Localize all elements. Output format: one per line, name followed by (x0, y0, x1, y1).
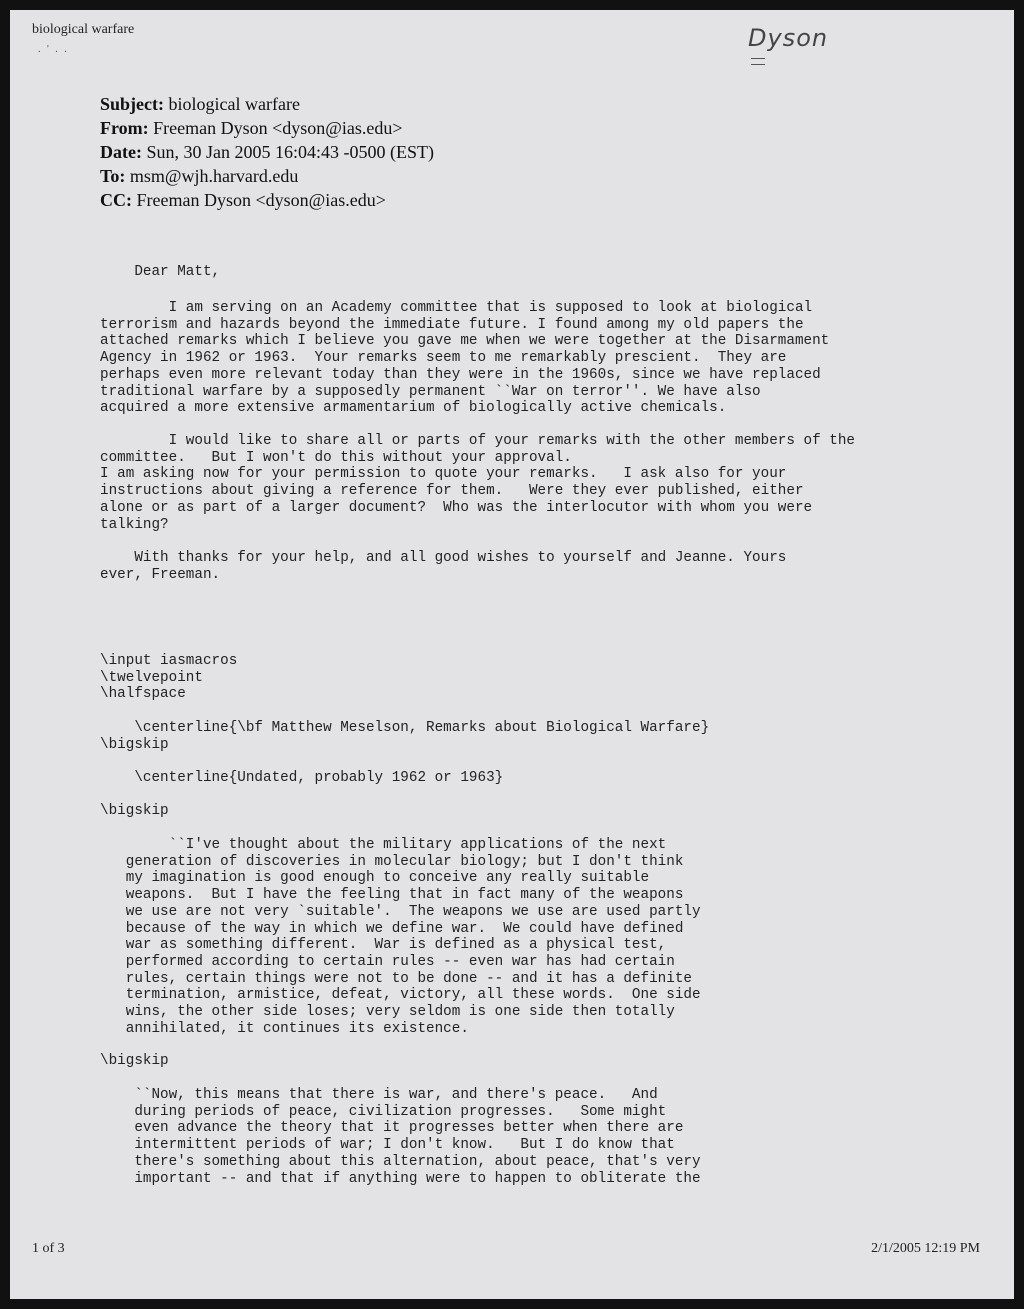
from-value: Freeman Dyson <dyson@ias.edu> (153, 118, 403, 138)
page-number: 1 of 3 (32, 1241, 65, 1256)
body-paragraph-3: With thanks for your help, and all good wishes to yourself and Jeanne. Yours ever, Freeman. (100, 550, 787, 583)
print-header-title: biological warfare (32, 22, 135, 37)
email-headers (100, 92, 434, 212)
handwritten-note: Dyson (748, 24, 829, 52)
body-paragraph-2: I would like to share all or parts of your remarks with the other members of the committee. But I won't do this without your approval. I am asking now for your permission to quote your remarks. I ask also for your instructions about giving a reference for them. Were they ever published, either alone or as part of a larger document? Who was the interlocutor with whom you were talking? (100, 433, 855, 533)
print-timestamp: 2/1/2005 12:19 PM (871, 1241, 980, 1256)
handwritten-underline (751, 58, 765, 65)
to-line: To: msm@wjh.harvard.edu (100, 166, 299, 186)
cc-line: CC: Freeman Dyson <dyson@ias.edu> (100, 190, 386, 210)
body-paragraph-1: I am serving on an Academy committee that is supposed to look at biological terrorism and hazards beyond the immediate future. I found among my old papers the attached remarks which I believe you gave me when we were together at the Disarmament Agency in 1962 or 1963. Your remarks seem to me remarkably prescient. They are perhaps even more relevant today than they were in the 1960s, since we have replaced traditional warfare by a supposedly permanent ``War on terror''. We have also acquired a more extensive armamentarium of biologically active chemicals. (100, 300, 830, 417)
subject-line: Subject: biological warfare (100, 94, 300, 114)
date-value: Sun, 30 Jan 2005 16:04:43 -0500 (EST) (146, 142, 434, 162)
subject-value: biological warfare (168, 94, 300, 114)
tex-bigskip: \bigskip (100, 803, 169, 819)
tex-bigskip: \bigskip (100, 1053, 169, 1069)
from-line: From: Freeman Dyson <dyson@ias.edu> (100, 118, 403, 138)
quote-paragraph-1: ``I've thought about the military applications of the next generation of discoveries in molecular biology; but I don't think my imagination is good enough to conceive any really suitable weapons. But I have the feeling that in fact many of the weapons we use are not very `suitable'. The weapons we use are used partly because of the way in which we define war. We could have defined war as something different. War is defined as a physical test, performed according to certain rules -- even war has had certain rules, certain things were not to be done -- and it has a definite termination, armistice, defeat, victory, all these words. One side wins, the other side loses; very seldom is one side then totally annihilated, it continues its existence. (125, 837, 701, 1037)
to-value: msm@wjh.harvard.edu (129, 166, 299, 186)
quote-paragraph-2: ``Now, this means that there is war, and there's peace. And during periods of peace, civilization progresses. Some might even advance the theory that it progresses better when there are intermittent periods of war; I don't know. But I do know that there's something about this alternation, about peace, that's very important -- and that if anything were to happen to obliterate the (134, 1087, 701, 1187)
date-line: Date: Sun, 30 Jan 2005 16:04:43 -0500 (EST) (100, 142, 434, 162)
tex-macros: \input iasmacros \twelvepoint \halfspace (100, 653, 238, 703)
greeting: Dear Matt, (100, 264, 221, 280)
tex-title-line: \centerline{\bf Matthew Meselson, Remarks about Biological Warfare} \bigskip (100, 720, 710, 753)
tex-date-line: \centerline{Undated, probably 1962 or 1963} (100, 770, 504, 786)
cc-value: Freeman Dyson <dyson@ias.edu> (136, 190, 386, 210)
scan-specks: . ' . . (38, 44, 69, 55)
document-page (10, 10, 1014, 1299)
